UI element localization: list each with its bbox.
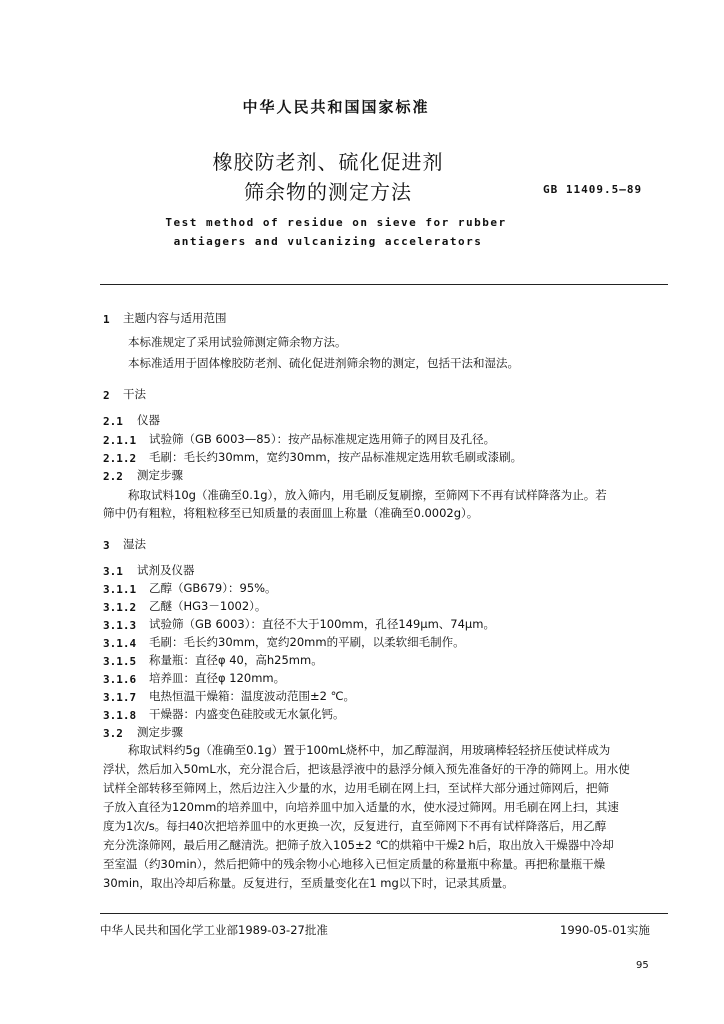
approval-line: 中华人民共和国化学工业部1989-03-27批准	[100, 923, 328, 937]
header-divider	[100, 284, 668, 285]
clause-number: 3.1	[103, 565, 123, 578]
clause-text: 毛刷：毛长约30mm，宽约30mm，按产品标准规定选用软毛刷或漆刷。	[149, 450, 523, 464]
document-title-line2: 筛余物的测定方法	[244, 180, 412, 204]
paragraph-line: 至室温（约30min），然后把筛中的残余物小心地移入已恒定质量的称量瓶中称量。再把称量瓶干燥	[103, 857, 606, 871]
clause-number: 3.1.6	[103, 673, 137, 686]
clause-number: 3.1.8	[103, 709, 137, 722]
section-number: 3	[103, 539, 110, 552]
paragraph-line: 浮状，然后加入50mL水，充分混合后，把该悬浮液中的悬浮分倾入预先准备好的干净的筛网上。用水使	[103, 762, 630, 776]
clause-number: 3.1.2	[103, 601, 137, 614]
paragraph-line: 度为1次/s。每扫40次把培养皿中的水更换一次，反复进行，直至筛网下不再有试样降落后，用乙醇	[103, 819, 607, 833]
clause-number: 2.1.2	[103, 452, 137, 465]
english-title-line1: Test method of residue on sieve for rubber	[165, 216, 507, 229]
clause-number: 2.2	[103, 470, 123, 483]
clause-text: 试验筛（GB 6003—85）：按产品标准规定选用筛子的网目及孔径。	[149, 432, 496, 446]
clause-text: 毛刷：毛长约30mm，宽约20mm的平刷，以柔软细毛制作。	[149, 635, 465, 649]
clause-title: 试剂及仪器	[137, 563, 195, 577]
paragraph-line: 试样全部转移至筛网上，然后边注入少量的水，边用毛刷在网上扫，至试样大部分通过筛网后，把筛	[103, 781, 609, 795]
paragraph-line: 称取试料约5g（准确至0.1g）置于100mL烧杯中，加乙醇湿润，用玻璃棒轻轻挤压使试样成为	[128, 743, 611, 757]
clause-number: 3.1.7	[103, 691, 137, 704]
section-number: 1	[103, 313, 110, 326]
section-title: 湿法	[123, 537, 146, 551]
footer-divider	[100, 913, 668, 914]
clause-number: 2.1.1	[103, 434, 137, 447]
clause-title: 测定步骤	[137, 468, 183, 482]
page-number: 95	[636, 960, 649, 971]
document-title-line1: 橡胶防老剂、硫化促进剂	[212, 150, 444, 174]
implementation-date: 1990-05-01实施	[560, 923, 650, 937]
clause-number: 3.1.5	[103, 655, 137, 668]
paragraph: 本标准适用于固体橡胶防老剂、硫化促进剂筛余物的测定，包括干法和湿法。	[128, 356, 519, 370]
section-number: 2	[103, 389, 110, 402]
standard-code: GB 11409.5—89	[543, 183, 643, 196]
clause-text: 电热恒温干燥箱：温度波动范围±2 ℃。	[149, 689, 356, 703]
clause-text: 培养皿：直径φ 120mm。	[149, 671, 286, 685]
clause-number: 3.2	[103, 727, 123, 740]
standard-type: 中华人民共和国国家标准	[242, 98, 430, 116]
clause-number: 2.1	[103, 415, 123, 428]
paragraph: 本标准规定了采用试验筛测定筛余物方法。	[128, 335, 347, 349]
clause-text: 乙醇（GB679）：95%。	[149, 581, 277, 595]
clause-number: 3.1.3	[103, 619, 137, 632]
paragraph-line: 充分洗涤筛网，最后用乙醚清洗。把筛子放入105±2 ℃的烘箱中干燥2 h后，取出放入干燥器中冷却	[103, 838, 614, 852]
paragraph-line: 30min，取出冷却后称量。反复进行，至质量变化在1 mg以下时，记录其质量。	[103, 876, 514, 890]
clause-title: 测定步骤	[137, 725, 183, 739]
english-title-line2: antiagers and vulcanizing accelerators	[173, 235, 483, 248]
clause-text: 干燥器：内盛变色硅胶或无水氯化钙。	[149, 707, 345, 721]
paragraph-line: 称取试料10g（准确至0.1g），放入筛内，用毛刷反复刷擦，至筛网下不再有试样降落为止。若	[128, 488, 607, 502]
clause-number: 3.1.1	[103, 583, 137, 596]
section-title: 干法	[123, 387, 146, 401]
clause-text: 称量瓶：直径φ 40，高h25mm。	[149, 653, 323, 667]
clause-text: 乙醚（HG3－1002）。	[149, 599, 267, 613]
paragraph-line: 子放入直径为120mm的培养皿中，向培养皿中加入适量的水，使水浸过筛网。用毛刷在网上扫，其速	[103, 800, 619, 814]
section-title: 主题内容与适用范围	[123, 311, 227, 325]
paragraph-line: 筛中仍有粗粒，将粗粒移至已知质量的表面皿上称量（准确至0.0002g）。	[103, 506, 479, 520]
clause-title: 仪器	[137, 413, 160, 427]
clause-number: 3.1.4	[103, 637, 137, 650]
clause-text: 试验筛（GB 6003）：直径不大于100mm，孔径149μm、74μm。	[149, 617, 495, 631]
